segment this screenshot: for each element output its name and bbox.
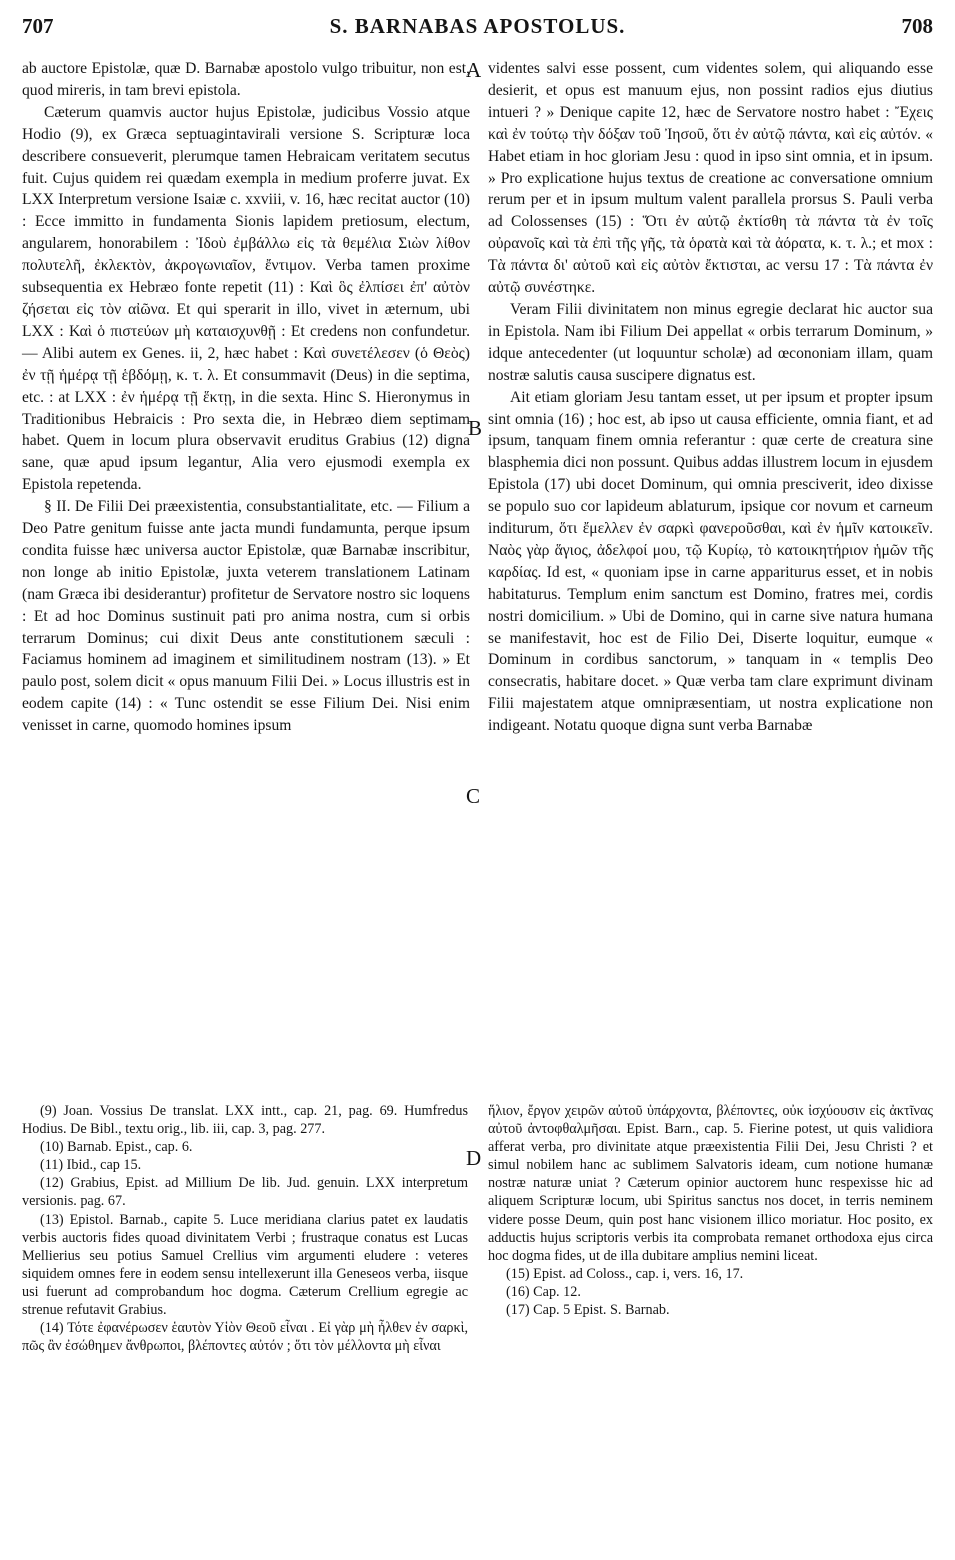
- footnotes-right: [488, 1102, 933, 1319]
- margin-letter-c: C: [466, 784, 481, 808]
- paragraph: Cæterum quamvis auctor hujus Epistolæ, judicibus Vossio atque Hodio (9), ex Græca septuagintavirali versione S. Scripturæ loca describere consueverit, plerumque tamen Hebraicam veritatem secutus fuit. Cujus quidem rei quædam exempla in medium proferre juvat. Ex LXX Interpretum versione Isaiæ c. xxviii, v. 16, hæc recitat auctor (10) : Ecce immitto in fundamenta Sionis lapidem pretiosum, electum, angularem, honorabilem : Ἰδοὺ ἐμβάλλω εἰς τὰ θεμέλια Σιὼν λίθον πολυτελῆ, ἐκλεκτὸν, ἀκρογωνιαῖον, ἔντιμον. Verba tamen proxime subsequentia ex Hebræo fonte repetit (11) : Καὶ ὃς ἐλπίσει ἐπ' αὐτὸν ζήσεται εἰς τὸν αἰῶνα. Et qui sperarit in illo, vivet in æternum, ubi LXX : Καὶ ὁ πιστεύων μὴ καταισχυνθῇ : Et credens non confundetur. — Alibi autem ex Genes. ii, 2, hæc habet : Καὶ συνετέλεσεν (ὁ Θεὸς) ἐν τῇ ἡμέρᾳ τῇ ἑβδόμῃ, κ. τ. λ. Et consummavit (Deus) in die septima, etc. : at LXX : ἐν ἡμέρᾳ τῇ ἕκτῃ, in die sexta. Hinc S. Hieronymus in Traditionibus Hebraicis : Pro sexta die, in Hebræo diem septimam habet. Quem in locum plura observavit eruditus Grabius (12) digna sane, quæ apud ipsum legantur, Alia vero ejusmodi exempla ex Epistola repetenda.: [22, 103, 470, 494]
- right-text-column: [488, 58, 933, 737]
- footnote: (17) Cap. 5 Epist. S. Barnab.: [506, 1302, 670, 1319]
- margin-letter-b: B: [468, 416, 483, 440]
- margin-letter-d: D: [466, 1146, 482, 1170]
- footnotes-left: [22, 1102, 468, 1355]
- page-number-left: 707: [22, 14, 54, 38]
- footnote: (12) Grabius, Epist. ad Millium De lib. Jud. genuin. LXX interpretum versionis. pag. 67.: [22, 1175, 468, 1210]
- paragraph: videntes salvi esse possent, cum videntes solem, qui aliquando esse desierit, et opus est manuum ejus, non possint radios ejus diutius intueri ? » Denique capite 12, hæc de Servatore nostro habet : Ἔχεις καὶ ἐν τούτῳ τὴν δόξαν τοῦ Ἰησοῦ, ὅτι ἐν αὐτῷ πάντα, καὶ εἰς αὐτόν. « Habet etiam in hoc gloriam Jesu : quod in ipso sint omnia, et in ipsum. » Pro explicatione hujus textus de creatione ac conversatione omnium rerum per et in ipsum multum valent parallela prorsus S. Pauli verba ad Colossenses (15) : Ὅτι ἐν αὐτῷ ἐκτίσθη τὰ πάντα τὰ ἐν τοῖς οὐρανοῖς καὶ τὰ ἐπὶ τῆς γῆς, τὰ ὁρατὰ καὶ τὰ ἀόρατα, κ. τ. λ.; et mox : Τὰ πάντα δι' αὐτοῦ καὶ εἰς αὐτὸν ἔκτισται, ac versu 17 : Τὰ πάντα ἐν αὐτῷ συνέστηκε.: [488, 60, 933, 297]
- left-text-column: [22, 58, 470, 737]
- page-header: [22, 14, 933, 42]
- footnote: (9) Joan. Vossius De translat. LXX intt., cap. 21, pag. 69. Humfredus Hodius. De Bibl., textu orig., lib. iii, cap. 3, pag. 277.: [22, 1103, 468, 1138]
- footnote: (15) Epist. ad Coloss., cap. i, vers. 16, 17.: [506, 1265, 744, 1282]
- footnote: (10) Barnab. Epist., cap. 6.: [40, 1139, 193, 1156]
- paragraph: § II. De Filii Dei præexistentia, consubstantialitate, etc. — Filium a Deo Patre genitum fuisse ante jacta mundi fundamunta, perque ipsum condita fuisse hæc universa auctor Epistolæ, quæ Barnabæ inscribitur, non longe ab initio Epistolæ, juxta veterem translationem Latinam (nam Græca ibi desiderantur) profitetur de Servatore nostro sic loquens : Et ad hoc Dominus sustinuit pati pro anima nostra, cum si orbis terrarum Dominus; cui dixit Deus ante constitutionem sæculi : Faciamus hominem ad imaginem et similitudinem nostram (13). » Et paulo post, solem dicit « opus manuum Filii Dei. » Locus illustris est in eodem capite (14) : « Tunc ostendit se esse Filium Dei. Nisi enim venisset in carne, quomodo homines ipsum: [22, 498, 470, 735]
- footnote: (14) Τότε ἐφανέρωσεν ἑαυτὸν Υἱὸν Θεοῦ εἶναι . Εἰ γὰρ μὴ ἦλθεν ἐν σαρκὶ, πῶς ἂν ἐσώθημεν ἄνθρωποι, βλέποντες αὐτόν ; ὅτι τὸν μέλλοντα μὴ εἶναι: [22, 1320, 468, 1355]
- footnote: (13) Epistol. Barnab., capite 5. Luce meridiana clarius patet ex laudatis verbis auctoris fides quoad divinitatem Verbi ; frustraque conatus est Lucas Mellierius seu potius Samuel Crellius vim argumenti eludere : veteres siquidem omnes fere in eodem sensu intellexerunt illa Geneseos verba, iisque usi fuerunt ad comprobandum hoc dogma. Cæterum Crellium egregie ac strenue refutavit Grabius.: [22, 1211, 468, 1319]
- margin-letter-a: A: [466, 58, 482, 82]
- footnote: (11) Ibid., cap 15.: [40, 1157, 142, 1174]
- paragraph: Veram Filii divinitatem non minus egregie declarat hic auctor sua in Epistola. Nam ibi Filium Dei appellat « orbis terrarum Dominum, » idque antecedenter (ut loquuntur scholæ) ad œcononiam illam, quam nostræ salutis causa suscipere dignatus est.: [488, 300, 933, 384]
- page-number-right: 708: [901, 14, 933, 38]
- running-title: S. BARNABAS APOSTOLUS.: [329, 14, 626, 38]
- paragraph: Ait etiam gloriam Jesu tantam esset, ut per ipsum et propter ipsum sint omnia (16) ; hoc est, ab ipso ut causa efficiente, omnia fiant, et ad ipsum, tanquam finem omnia referantur : quæ certe de creatura sine blasphemia dici non possunt. Quibus addas illustrem locum in ejusdem Epistola (17) ubi docet Dominum, qui omnia presciverit, ideo dixisse se populo suo cor lapideum ablaturum, ipsique cor novum et carneum inditurum, ὅτι ἔμελλεν ἐν σαρκὶ φανεροῦσθαι, καὶ ἐν ἡμῖν κατοικεῖν. Ναὸς γὰρ ἅγιος, ἀδελφοί μου, τῷ Κυρίῳ, τὸ κατοικητήριον ἡμῶν τῆς καρδίας. Id est, « quoniam ipse in carne appariturus esset, et in nobis habitaturus. Templum enim sanctum est Domino, fratres mei, cordis nostri domicilium. » Ubi de Domino, qui in carne sive natura humana se manifestavit, hoc est de Filio Dei, Diserte loquitur, eumque « Dominum in cordibus sanctorum, » tanquam in « templis Deo consecratis, habitare docet. » Quæ verba tam clare exprimunt divinam Filii majestatem atque omnipræsentiam, ut nostra explicatione non indigeant. Notatu quoque digna sunt verba Barnabæ: [488, 388, 933, 735]
- paragraph: ab auctore Epistolæ, quæ D. Barnabæ apostolo vulgo tribuitur, non est, quod mireris, in tam brevi epistola.: [22, 60, 470, 99]
- footnote: (16) Cap. 12.: [506, 1283, 581, 1300]
- footnote-continuation: ἥλιον, ἔργον χειρῶν αὐτοῦ ὑπάρχοντα, βλέποντες, οὐκ ἰσχύουσιν εἰς ἀκτῖνας αὐτοῦ ἀντοφθαλμῆσαι. Epist. Barn., cap. 5. Fierine potest, ut quis validiora afferat verba, pro divinitate atque præexistentia Filii Dei, Jesu Christi ? et simul nobilem hanc ac sublimem Salvatoris ideam, cum notione humanæ nostræ naturæ uniat ? Cæterum opinior auctorem hunc respexisse hic ad aliquem Scripturæ locum, ubi Spiritus sanctus nos docet, in terris neminem videre posse Deum, quin post hanc visionem illico moriatur. Hoc posito, ex adductis hujus scriptoris verbis ita comprobata remanet orthodoxa ejus circa hoc dogma fides, ut de illa dubitare amplius nemini liceat.: [488, 1103, 933, 1264]
